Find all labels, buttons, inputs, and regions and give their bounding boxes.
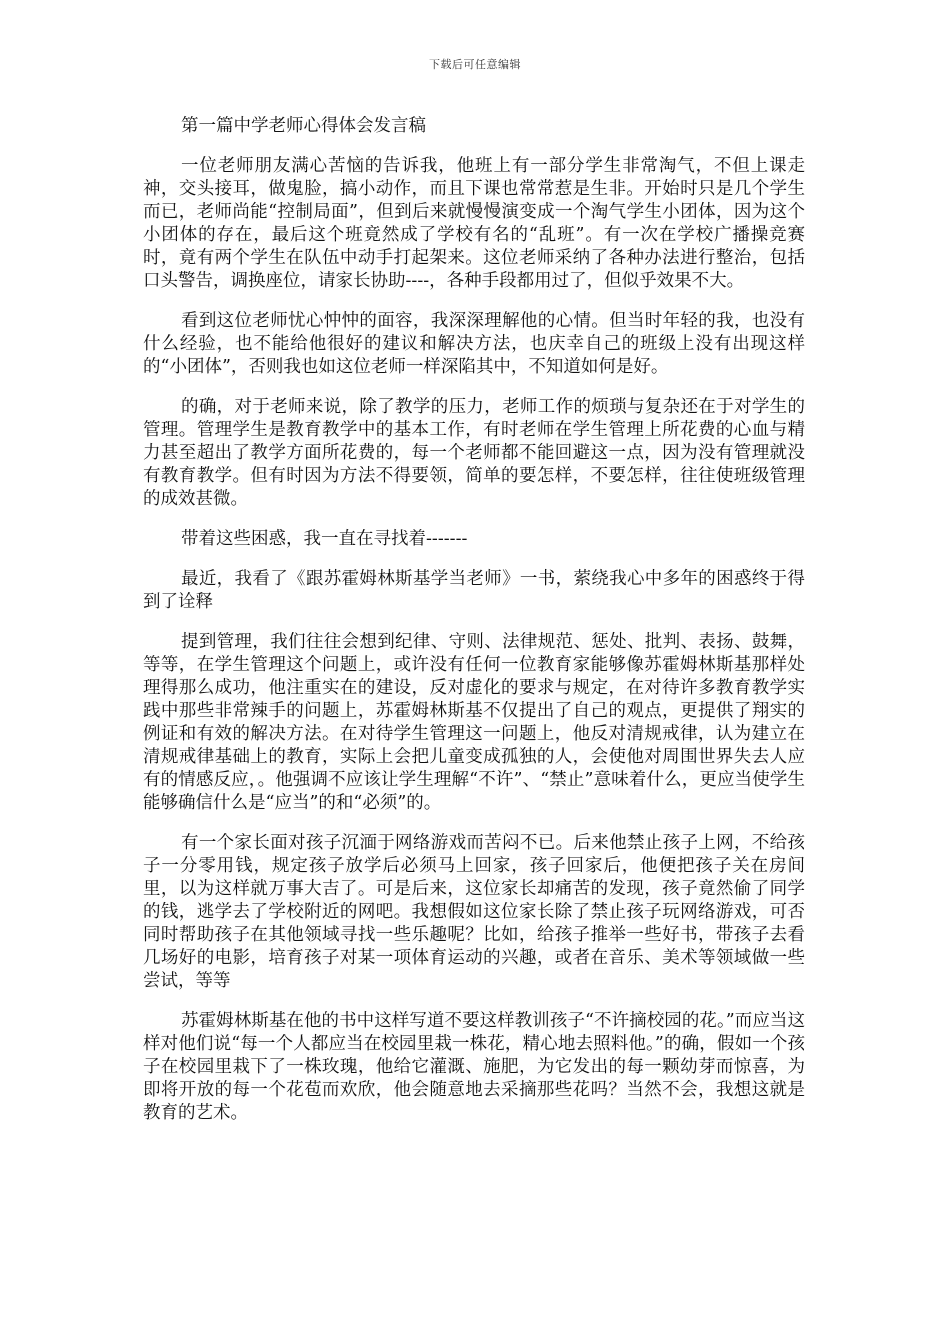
paragraph-6: 提到管理，我们往往会想到纪律、守则、法律规范、惩处、批判、表扬、鼓舞，等等，在学生管理这个问题上，或许没有任何一位教育家能够像苏霍姆林斯基那样处理得那么成功，他注重实在的建设，反对虚化的要求与规定，在对待许多教育教学实践中那些非常辣手的问题上，苏霍姆林斯基不仅提出了自己的观点，更提供了翔实的例证和有效的解决方法。在对待学生管理这一问题上，他反对清规戒律，认为建立在清规戒律基础上的教育，实际上会把儿童变成孤独的人，会使他对周围世界失去人应有的情感反应，。他强调不应该让学生理解“不许”、“禁止”意味着什么，更应当使学生能够确信什么是“应当”的和“必须”的。 <box>143 632 805 813</box>
paragraph-1: 一位老师朋友满心苦恼的告诉我，他班上有一部分学生非常淘气，不但上课走神，交头接耳，做鬼脸，搞小动作，而且下课也常常惹是生非。开始时只是几个学生而已，老师尚能“控制局面”，但到后来就慢慢演变成一个淘气学生小团体，因为这个小团体的存在，最后这个班竟然成了学校有名的“乱班”。有一次在学校广播操竞赛时，竟有两个学生在队伍中动手打起架来。这位老师采纳了各种办法进行整治，包括口头警告，调换座位，请家长协助----，各种手段都用过了，但似乎效果不大。 <box>143 156 805 291</box>
paragraph-7: 有一个家长面对孩子沉湎于网络游戏而苦闷不已。后来他禁止孩子上网，不给孩子一分零用钱，规定孩子放学后必须马上回家，孩子回家后，他便把孩子关在房间里，以为这样就万事大吉了。可是后来，这位家长却痛苦的发现，孩子竟然偷了同学的钱，逃学去了学校附近的网吧。我想假如这位家长除了禁止孩子玩网络游戏，可否同时帮助孩子在其他领域寻找一些乐趣呢？比如，给孩子推举一些好书，带孩子去看几场好的电影，培育孩子对某一项体育运动的兴趣，或者在音乐、美术等领域做一些尝试，等等 <box>143 833 805 991</box>
page-header-note: 下载后可任意编辑 <box>429 58 521 71</box>
paragraph-5: 最近，我看了《跟苏霍姆林斯基学当老师》一书，萦绕我心中多年的困惑终于得到了诠释 <box>143 569 805 612</box>
paragraph-2: 看到这位老师忧心忡忡的面容，我深深理解他的心情。但当时年轻的我，也没有什么经验，也不能给他很好的建议和解决方法，也庆幸自己的班级上没有出现这样的“小团体”，否则我也如这位老师一样深陷其中，不知道如何是好。 <box>143 311 805 377</box>
document-body <box>143 112 805 1142</box>
paragraph-4: 带着这些困惑，我一直在寻找着------- <box>181 529 468 549</box>
paragraph-3: 的确，对于老师来说，除了教学的压力，老师工作的烦琐与复杂还在于对学生的管理。管理学生是教育教学中的基本工作，有时老师在学生管理上所花费的心血与精力甚至超出了教学方面所花费的，每一个老师都不能回避这一点，因为没有管理就没有教育教学。但有时因为方法不得要领，简单的要怎样，不要怎样，往往使班级管理的成效甚微。 <box>143 397 805 509</box>
document-title: 第一篇中学老师心得体会发言稿 <box>181 116 426 136</box>
paragraph-8: 苏霍姆林斯基在他的书中这样写道不要这样教训孩子“不许摘校园的花。”而应当这样对他们说“每一个人都应当在校园里栽一株花，精心地去照料他。”的确，假如一个孩子在校园里栽下了一株玫瑰，他给它灌溉、施肥，为它发出的每一颗幼芽而惊喜，为即将开放的每一个花苞而欢欣，他会随意地去采摘那些花吗？当然不会，我想这就是教育的艺术。 <box>143 1011 805 1123</box>
